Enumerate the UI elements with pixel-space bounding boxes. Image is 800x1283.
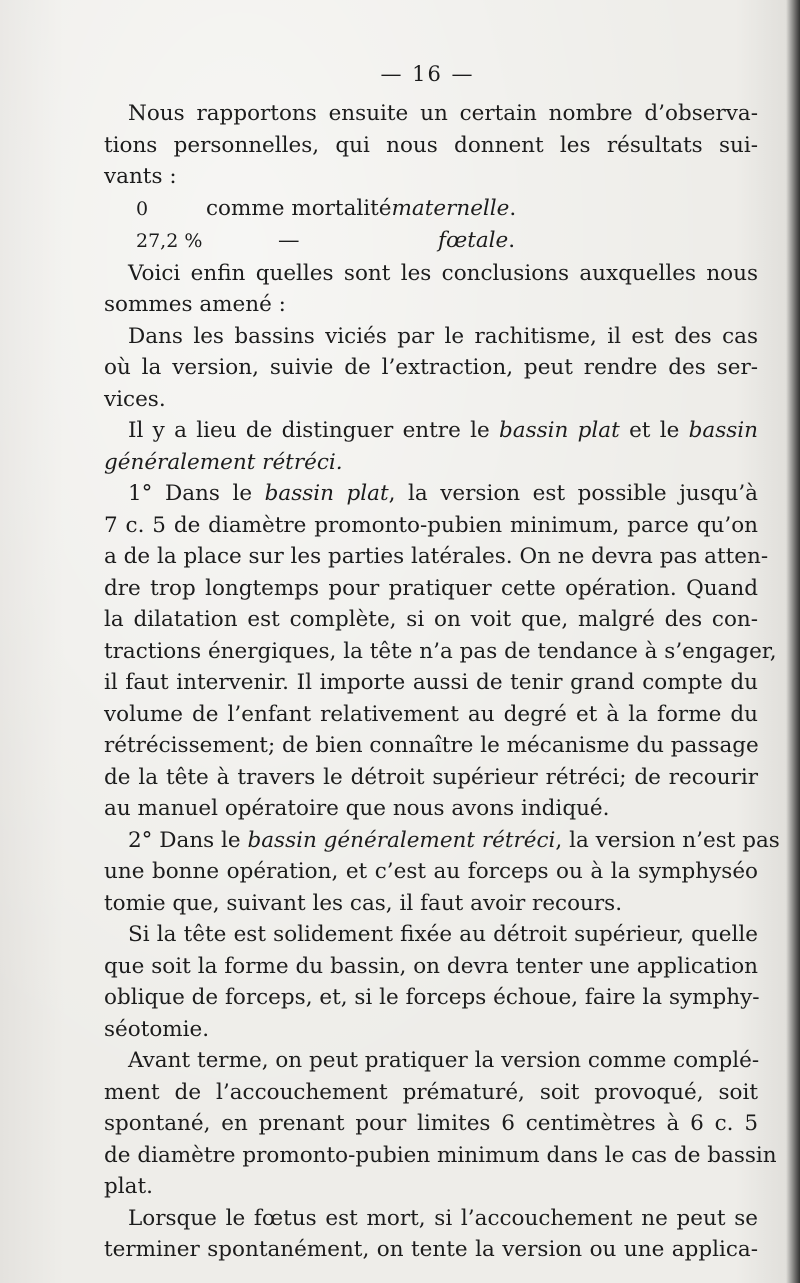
- stat-dash: —: [278, 228, 300, 253]
- text-line: spontané, en prenant pour limites 6 centimètres à 6 c. 5: [104, 1111, 758, 1136]
- stat-fetal: [104, 225, 758, 258]
- text-line: de diamètre promonto-pubien minimum dans le cas de bassin: [104, 1142, 777, 1168]
- text-run: , la version n’est pas: [555, 827, 780, 853]
- paragraph-bassin-plat: [104, 478, 777, 825]
- text-line: sommes amené :: [104, 292, 286, 317]
- page-number: — 16 —: [380, 62, 475, 86]
- emphasis-generalement-retreci: généralement rétréci.: [104, 449, 343, 475]
- stat-label-post: .: [509, 195, 517, 221]
- paragraph-tete-fixee: [104, 919, 758, 1045]
- text-line: de la tête à travers le détroit supérieur rétréci; de recourir: [104, 764, 758, 790]
- mortality-stats: [104, 193, 758, 258]
- text-run: et le: [619, 418, 689, 443]
- text-line: vants :: [104, 164, 177, 189]
- text-line: [104, 478, 758, 510]
- text-run: , la version est possible jusqu’à: [388, 481, 758, 506]
- text-line: tomie que, suivant les cas, il faut avoir recours.: [104, 890, 623, 916]
- text-line: vices.: [104, 386, 166, 412]
- text-line: oblique de forceps, et, si le forceps échoue, faire la symphy-: [104, 985, 760, 1010]
- text-line: Avant terme, on peut pratiquer la version comme complé-: [128, 1048, 760, 1073]
- text-line: au manuel opératoire que nous avons indiqué.: [104, 796, 610, 821]
- text-line: rétrécissement; de bien connaître le mécanisme du passage: [104, 733, 759, 758]
- text-line: a de la place sur les parties latérales. On ne devra pas atten-: [104, 544, 769, 569]
- body-text: [104, 98, 780, 1266]
- text-line: Dans les bassins viciés par le rachitisme, il est des cas: [128, 323, 758, 349]
- paragraph-bassins-vicies: [104, 321, 758, 416]
- text-line: [104, 447, 758, 479]
- text-line: séotomie.: [104, 1016, 210, 1042]
- paragraph-foetus-mort: [104, 1203, 758, 1266]
- text-line: volume de l’enfant relativement au degré et à la forme du: [104, 701, 758, 727]
- text-line: Voici enfin quelles sont les conclusions auxquelles nous: [128, 260, 758, 286]
- text-line: une bonne opération, et c’est au forceps ou à la symphyséo: [104, 859, 758, 884]
- text-line: où la version, suivie de l’extraction, peut rendre des ser-: [104, 355, 758, 380]
- emphasis-bassin: bassin: [688, 418, 758, 443]
- text-line: [104, 415, 758, 447]
- stat-maternal: [104, 193, 758, 226]
- paragraph-bassin-general: [104, 825, 780, 920]
- text-line: plat.: [104, 1174, 153, 1199]
- text-line: terminer spontanément, on tente la version ou une applica-: [104, 1237, 758, 1262]
- text-run: 1° Dans le: [128, 481, 265, 506]
- emphasis-bassin-plat: bassin plat: [498, 418, 620, 443]
- stat-value: 0: [136, 197, 149, 220]
- text-run: 2° Dans le: [128, 827, 248, 853]
- text-line: [104, 825, 780, 857]
- page-edge-shadow: [786, 0, 800, 1283]
- paragraph-distinguer: [104, 415, 758, 478]
- stat-label-post: .: [508, 228, 516, 253]
- text-line: tions personnelles, qui nous donnent les résultats sui-: [104, 132, 758, 158]
- text-line: Nous rapportons ensuite un certain nombre d’observa-: [128, 101, 758, 126]
- text-line: ment de l’accouchement prématuré, soit provoqué, soit: [104, 1079, 758, 1105]
- emphasis-bassin-plat: bassin plat: [264, 481, 389, 506]
- text-line: Si la tête est solidement fixée au détroit supérieur, quelle: [128, 922, 758, 947]
- text-line: il faut intervenir. Il importe aussi de tenir grand compte du: [104, 670, 758, 695]
- text-line: la dilatation est complète, si on voit que, malgré des con-: [104, 607, 758, 632]
- text-line: tractions énergiques, la tête n’a pas de tendance à s’engager,: [104, 638, 777, 664]
- emphasis-bassin-generalement-retreci: bassin généralement rétréci: [247, 827, 556, 853]
- text-line: que soit la forme du bassin, on devra tenter une application: [104, 953, 758, 979]
- stat-value: 27,2 %: [136, 230, 203, 252]
- paragraph-observations: [104, 98, 758, 193]
- paragraph-conclusions: [104, 258, 758, 321]
- text-line: dre trop longtemps pour pratiquer cette opération. Quand: [104, 575, 758, 601]
- text-line: 7 c. 5 de diamètre promonto-pubien minimum, parce qu’on: [104, 512, 758, 538]
- stat-label-pre: comme mortalité: [206, 195, 392, 221]
- stat-label-em: fœtale: [438, 228, 509, 253]
- text-run: Il y a lieu de distinguer entre le: [128, 418, 499, 443]
- paragraph-avant-terme: [104, 1045, 777, 1203]
- stat-label-em: maternelle: [391, 195, 510, 221]
- text-line: Lorsque le fœtus est mort, si l’accouchement ne peut se: [128, 1205, 758, 1231]
